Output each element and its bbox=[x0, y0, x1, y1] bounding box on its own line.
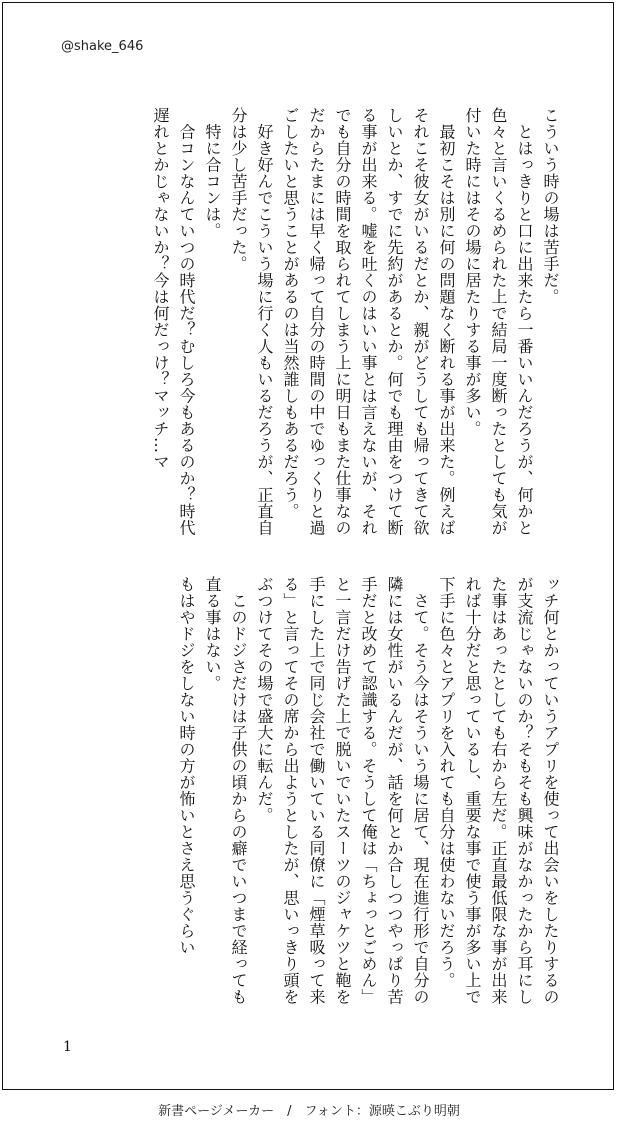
page-number: 1 bbox=[63, 1039, 72, 1055]
paragraph: 好き好んでこういう場に行く人もいるだろうが、正直自分は少し苦手だった。 bbox=[229, 107, 274, 536]
paragraph: 合コンなんていつの時代だ？むしろ今もあるのか？時代遅れとかじゃないか？今は何だっけ？マッチ…マ bbox=[151, 107, 196, 536]
paragraph: 特に合コンは。 bbox=[203, 107, 222, 239]
manuscript-page bbox=[2, 2, 614, 1090]
paragraph: とはっきりと口に出来たら一番いいんだろうが、何かと色々と言いくるめられた上で結局一度断ったとしても気が付いた時にはその場に居たりする事が多い。 bbox=[463, 107, 534, 536]
paragraph: もはやドジをしない時の方が怖いとさえ思うぐらい bbox=[177, 576, 196, 956]
paragraph: 最初こそは別に何の問題なく断れる事が出来た。例えばそれこそ彼女がいるだとか、親がどうしても帰ってきて欲しいとか、すでに先約があるとか。何でも理由をつけて断る事が出来る。嘘を吐くのはいい事とは言えないが、それでも自分の時間を取られてしまう上に明日もまた仕事なのだからたまには早く帰って自分の時間の中でゆっくりと過ごしたいと思うことがあるのは当然誰しもあるだろう。 bbox=[281, 107, 456, 536]
text-column-bottom bbox=[63, 576, 563, 1009]
paragraph: こういう時の場は苦手だ。 bbox=[541, 107, 560, 305]
text-column-top bbox=[63, 107, 563, 540]
paragraph: このドジさだけは子供の頃からの癖でいつまで経っても直る事はない。 bbox=[203, 576, 248, 1005]
paragraph: さて。そう今はそういう場に居て、現在進行形で自分の隣には女性がいるんだが、話を何とか合しつつやっぱり苦手だと改めて認識する。そうして俺は「ちょっとごめん」と一言だけ告げた上で脱いでいたスーツのジャケツと鞄を手にした上で同じ会社で働いている同僚に「煙草吸って来る」と言ってその席から出ようとしたが、思いっきり頭をぶつけてその場で盛大に転んだ。 bbox=[255, 576, 430, 1005]
author-handle: @shake_646 bbox=[61, 39, 144, 54]
paragraph: ッチ何とかっていうアプリを使って出会いをしたりするのが支流じゃないのか？そもそも興味がなかったから耳にした事はあったとしても右から左だ。正直最低限な事が出来れば十分だと思っているし、重要な事で使う事が多い上で下手に色々とアプリを入れても自分は使わないだろう。 bbox=[437, 576, 560, 1005]
footer-credit: 新書ページメーカー / フォント：源暎こぶり明朝 bbox=[158, 1104, 460, 1119]
